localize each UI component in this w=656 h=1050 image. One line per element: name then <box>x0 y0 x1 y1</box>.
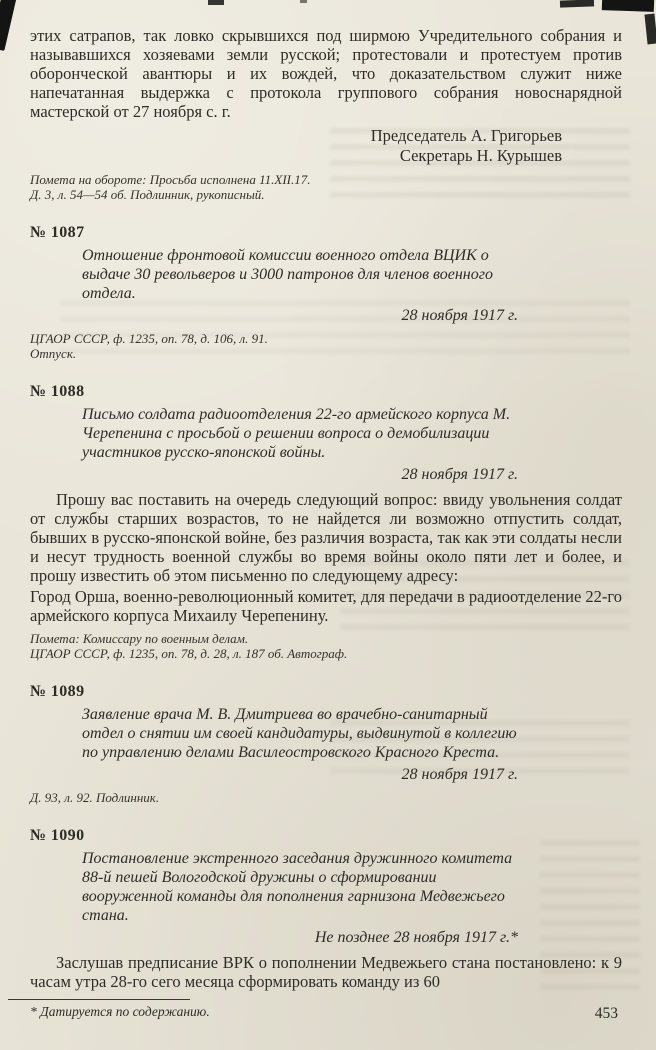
archival-notes <box>30 172 622 202</box>
footnote <box>30 999 622 1019</box>
document-date: 28 ноября 1917 г. <box>401 466 518 483</box>
archival-reference: Отпуск. <box>30 346 77 361</box>
document-body-paragraph: Прошу вас поставить на очередь следующий вопрос: ввиду увольнения солдат от службы старших возрастов, то не найдется ли возможно отпустить солдат, бывших в русско-японской войне, без различия возраста, так как эти солдаты несли и несут трудность военной службы во время войны около пяти лет и более, и прошу известить об этом письменно по следующему адресу: <box>30 490 622 585</box>
signature-line: Председатель А. Григорьев <box>370 126 562 145</box>
document-number: № 1089 <box>30 683 85 700</box>
archival-reference: Помета: Комиссару по военным делам. <box>30 631 249 646</box>
archival-reference: ЦГАОР СССР, ф. 1235, оп. 78, д. 28, л. 187 об. Автограф. <box>30 646 348 661</box>
document-body-paragraph: Город Орша, военно-революционный комитет, для передачи в радиоотделение 22-го армейского корпуса Михаилу Черепенину. <box>30 587 622 625</box>
page-number: 453 <box>594 1005 618 1022</box>
document-body-paragraph: Заслушав предписание ВРК о пополнении Медвежьего стана постановлено: к 9 часам утра 28-го сего месяца сформировать команду из 60 <box>30 953 622 991</box>
scan-artifact <box>644 14 656 45</box>
page-content <box>30 26 622 1019</box>
footnote-text: * Датируется по содержанию. <box>30 1004 210 1019</box>
intro-paragraph: этих сатрапов, так ловко скрывшихся под ширмою Учредительного собрания и называвшихся хозяевами земли русской; протестовали и протестуем против оборонческой авантюры и их вождей, что доказательством служит ниже напечатанная выдержка с протокола группового собрания новоснарядной мастерской от 27 ноября с. г. <box>30 26 622 121</box>
archival-references <box>30 790 622 805</box>
document-abstract: Письмо солдата радиоотделения 22-го армейского корпуса М. Черепенина с просьбой о решении вопроса о демобилизации участников русско-японской войны. <box>82 406 511 461</box>
archival-reference: Д. 93, л. 92. Подлинник. <box>30 790 160 805</box>
archival-note: Помета на обороте: Просьба исполнена 11.XII.17. <box>30 172 311 187</box>
document-number: № 1090 <box>30 827 85 844</box>
scan-artifact <box>208 0 224 5</box>
document-entry-1088 <box>30 383 622 661</box>
archival-reference: ЦГАОР СССР, ф. 1235, оп. 78, д. 106, л. 91. <box>30 331 268 346</box>
archival-references <box>30 631 622 661</box>
document-number: № 1088 <box>30 383 85 400</box>
document-number: № 1087 <box>30 224 85 241</box>
document-entry-1089 <box>30 683 622 805</box>
archival-references <box>30 331 622 361</box>
scan-artifact <box>300 0 307 3</box>
document-entry-1090 <box>30 827 622 991</box>
document-date: 28 ноября 1917 г. <box>401 766 518 783</box>
document-date: 28 ноября 1917 г. <box>401 307 518 324</box>
signature-block <box>30 126 562 166</box>
document-entry-1087 <box>30 224 622 361</box>
document-abstract: Заявление врача М. В. Дмитриева во врачебно-санитарный отдел о снятии им своей кандидатуры, выдвинутой в коллегию по управлению делами Василеостровского Красного Креста. <box>82 706 517 761</box>
scan-artifact <box>602 0 654 12</box>
archival-note: Д. 3, л. 54—54 об. Подлинник, рукописный. <box>30 187 265 202</box>
scan-artifact <box>0 0 17 51</box>
document-abstract: Постановление экстренного заседания дружинного комитета 88-й пешей Вологодской дружины о сформировании вооруженной команды для пополнения гарнизона Медвежьего стана. <box>82 850 513 924</box>
signature-line: Секретарь Н. Курышев <box>399 146 562 165</box>
scan-artifact <box>560 0 594 8</box>
document-date: Не позднее 28 ноября 1917 г.* <box>314 929 518 946</box>
footnote-rule <box>8 999 190 1000</box>
document-abstract: Отношение фронтовой комиссии военного отдела ВЦИК о выдаче 30 револьверов и 3000 патронов для членов военного отдела. <box>82 247 493 302</box>
